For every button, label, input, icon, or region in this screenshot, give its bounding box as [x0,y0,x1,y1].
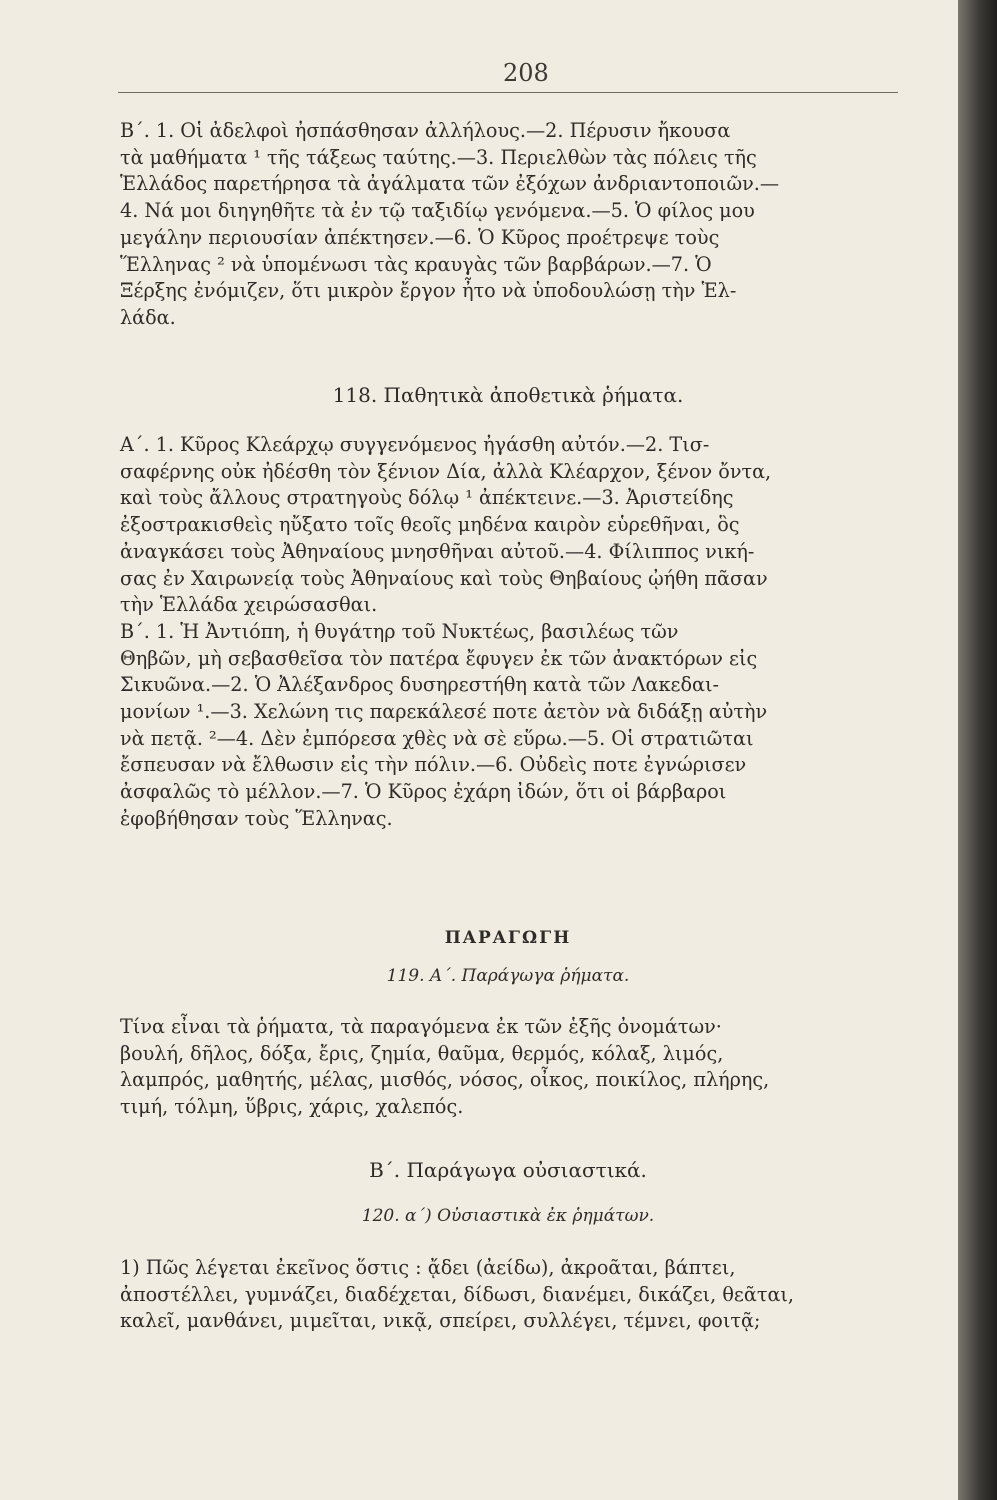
text-line: σαφέρνης οὐκ ἠδέσθη τὸν ξένιον Δία, ἀλλὰ Κλέαρχον, ξένον ὄντα, [120,459,772,483]
text-line: Σικυῶνα.—2. Ὁ Ἀλέξανδρος δυσηρεστήθη κατὰ τῶν Λακεδαι- [120,673,719,697]
exercise-block-120 [120,1255,900,1335]
text-line: τὴν Ἑλλάδα χειρώσασθαι. [120,593,378,617]
text-line: Β΄. 1. Ἡ Ἀντιόπη, ἡ θυγάτηρ τοῦ Νυκτέως, βασιλέως τῶν [120,619,679,643]
text-line: ἐφοβήθησαν τοὺς Ἕλληνας. [120,806,393,830]
section-heading-120: 120. α΄) Οὐσιαστικὰ ἐκ ῥημάτων. [361,1206,655,1226]
book-binding-edge [958,0,997,1500]
section-heading-119: 119. Α΄. Παράγωγα ῥήματα. [386,966,630,986]
text-line: Ξέρξης ἐνόμιζεν, ὅτι μικρὸν ἔργον ἦτο νὰ ὑποδουλώσῃ τὴν Ἑλ- [120,279,737,303]
text-line: καλεῖ, μανθάνει, μιμεῖται, νικᾷ, σπείρει, συλλέγει, τέμνει, φοιτᾷ; [120,1309,761,1333]
text-line: Β΄. 1. Οἱ ἀδελφοὶ ἠσπάσθησαν ἀλλήλους.—2. Πέρυσιν ἤκουσα [120,119,731,142]
text-line: Τίνα εἶναι τὰ ῥήματα, τὰ παραγόμενα ἐκ τῶν ἑξῆς ὀνομάτων· [120,1015,722,1038]
text-line: Ἕλληνας ² νὰ ὑπομένωσι τὰς κραυγὰς τῶν βαρβάρων.—7. Ὁ [120,252,712,276]
text-line: Θηβῶν, μὴ σεβασθεῖσα τὸν πατέρα ἔφυγεν ἐκ τῶν ἀνακτόρων εἰς [120,646,758,670]
text-line: 1) Πῶς λέγεται ἐκεῖνος ὅστις : ᾄδει (ἀείδω), ἀκροᾶται, βάπτει, [120,1256,736,1279]
text-line: λαμπρός, μαθητής, μέλας, μισθός, νόσος, οἶκος, ποικίλος, πλήρης, [120,1068,770,1092]
exercise-block-b [120,118,900,332]
text-line: ἀναγκάσει τοὺς Ἀθηναίους μνησθῆναι αὐτοῦ.—4. Φίλιππος νική- [120,539,755,563]
text-line: μεγάλην περιουσίαν ἀπέκτησεν.—6. Ὁ Κῦρος προέτρεψε τοὺς [120,225,720,249]
chapter-heading: ΠΑΡΑΓΩΓΗ [444,928,572,948]
text-line: σας ἐν Χαιρωνείᾳ τοὺς Ἀθηναίους καὶ τοὺς Θηβαίους ᾠήθη πᾶσαν [120,566,768,590]
text-line: νὰ πετᾷ. ²—4. Δὲν ἐμπόρεσα χθὲς νὰ σὲ εὕρω.—5. Οἱ στρατιῶται [120,726,754,750]
text-line: 4. Νά μοι διηγηθῆτε τὰ ἐν τῷ ταξιδίῳ γενόμενα.—5. Ὁ φίλος μου [120,199,755,223]
exercise-block-118 [120,432,900,833]
subsection-heading: Β΄. Παράγωγα οὐσιαστικά. [369,1158,647,1182]
text-line: ἔσπευσαν νὰ ἔλθωσιν εἰς τὴν πόλιν.—6. Οὐδεὶς ποτε ἐγνώρισεν [120,753,747,777]
text-line: λάδα. [120,305,176,329]
section-heading-118: 118. Παθητικὰ ἀποθετικὰ ῥήματα. [332,383,684,407]
exercise-block-119 [120,1014,900,1121]
text-line: Ἑλλάδος παρετήρησα τὰ ἀγάλματα τῶν ἐξόχων ἀνδριαντοποιῶν.— [120,172,780,196]
text-line: μονίων ¹.—3. Χελώνη τις παρεκάλεσέ ποτε ἀετὸν νὰ διδάξῃ αὐτὴν [120,700,768,724]
text-line: ἐξοστρακισθεὶς ηὔξατο τοῖς θεοῖς μηδένα καιρὸν εὑρεθῆναι, ὃς [120,513,740,537]
text-line: ἀποστέλλει, γυμνάζει, διαδέχεται, δίδωσι, διανέμει, δικάζει, θεᾶται, [120,1282,795,1306]
text-line: Α΄. 1. Κῦρος Κλεάρχῳ συγγενόμενος ἠγάσθη αὐτόν.—2. Τισ- [120,433,710,456]
text-line: βουλή, δῆλος, δόξα, ἔρις, ζημία, θαῦμα, θερμός, κόλαξ, λιμός, [120,1041,724,1065]
text-line: τὰ μαθήματα ¹ τῆς τάξεως ταύτης.—3. Περιελθὼν τὰς πόλεις τῆς [120,145,757,169]
header-rule [118,92,898,93]
text-line: ἀσφαλῶς τὸ μέλλον.—7. Ὁ Κῦρος ἐχάρη ἰδών, ὅτι οἱ βάρβαροι [120,780,727,804]
page-number: 208 [503,59,549,87]
text-line: καὶ τοὺς ἄλλους στρατηγοὺς δόλῳ ¹ ἀπέκτεινε.—3. Ἀριστείδης [120,486,734,510]
text-line: τιμή, τόλμη, ὕβρις, χάρις, χαλεπός. [120,1095,464,1119]
